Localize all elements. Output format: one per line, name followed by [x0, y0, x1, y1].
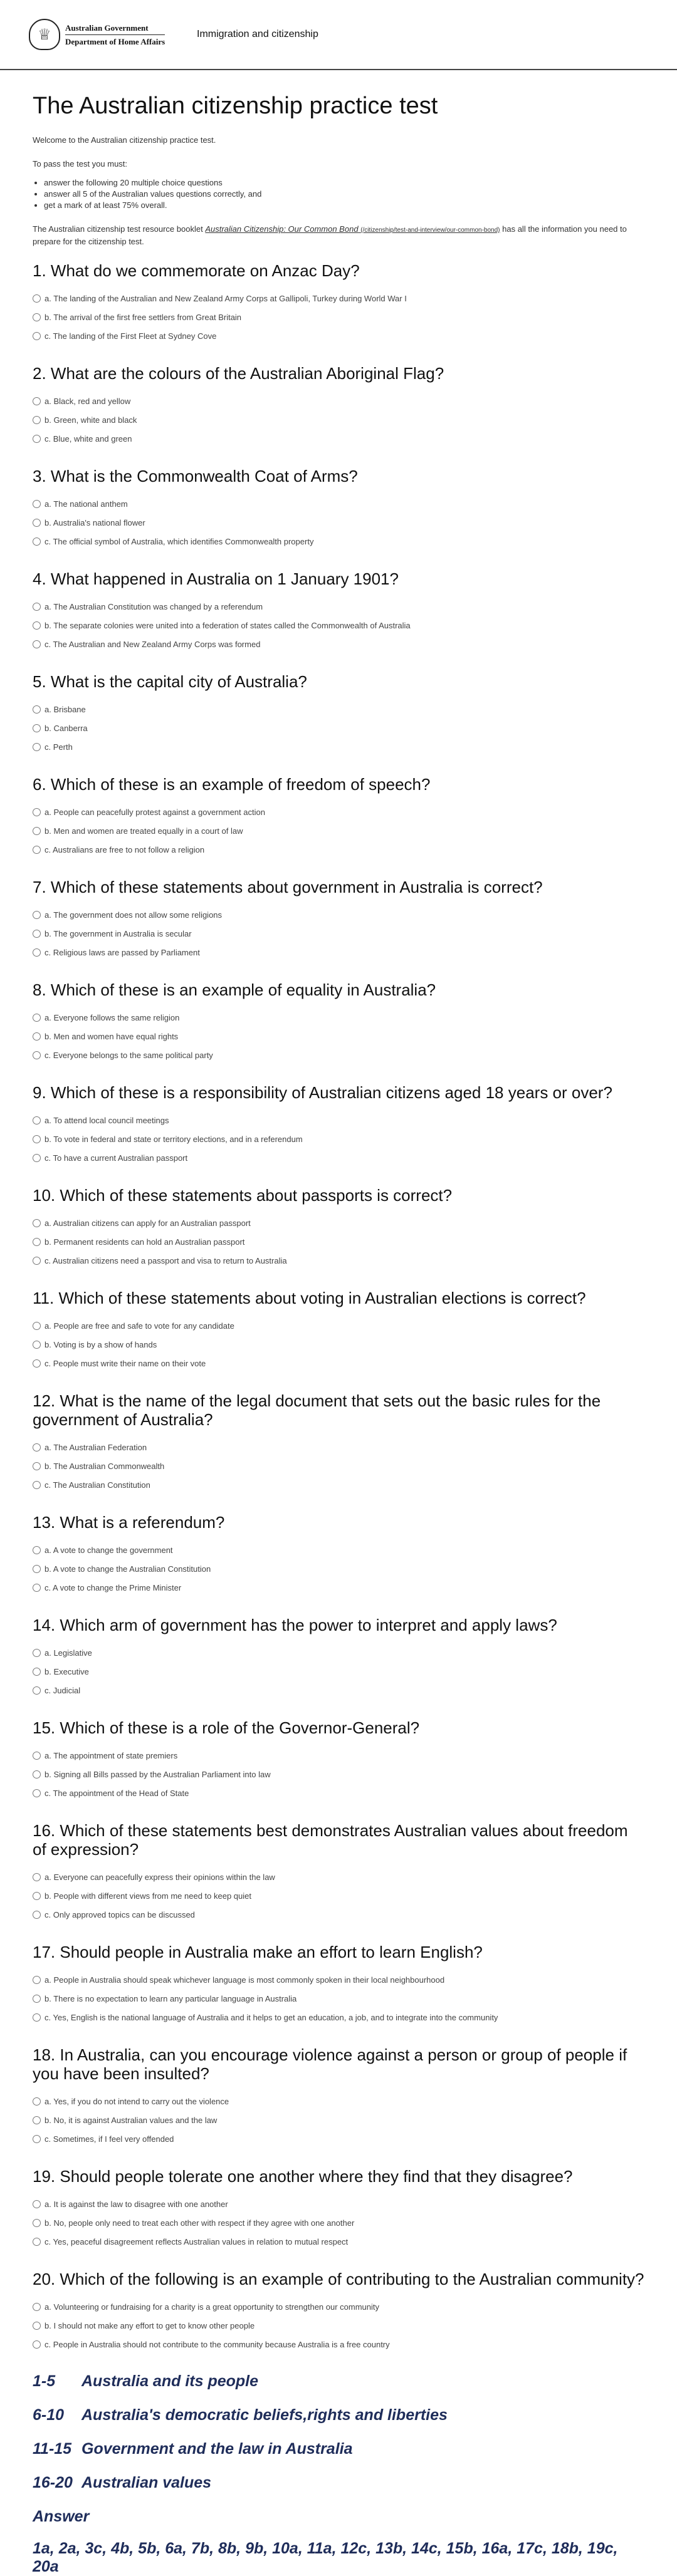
radio-button[interactable] — [33, 2116, 41, 2124]
radio-button[interactable] — [33, 538, 41, 546]
answer-option-label: a. The Australian Federation — [45, 1442, 147, 1452]
question-title: 6. Which of these is an example of freedom of speech? — [33, 775, 431, 794]
answer-option-label: b. To vote in federal and state or territory elections, and in a referendum — [45, 1134, 303, 1144]
topic-section — [33, 2406, 644, 2429]
answer-option-label: a. It is against the law to disagree with one another — [45, 2199, 228, 2209]
question-title: 17. Should people in Australia make an effort to learn English? — [33, 1943, 483, 1961]
answer-option-label: a. People are free and safe to vote for any candidate — [45, 1321, 234, 1331]
resource-prefix: The Australian citizenship test resource booklet — [33, 224, 203, 234]
answer-option-label: b. Men and women are treated equally in a court of law — [45, 826, 243, 836]
answer-option[interactable] — [33, 1681, 644, 1700]
radio-button[interactable] — [33, 1014, 41, 1022]
answers-heading: Answer — [33, 2508, 90, 2525]
radio-button[interactable] — [33, 911, 41, 919]
answer-option[interactable] — [33, 2316, 644, 2335]
question-block — [33, 1186, 644, 1270]
logo-gov-line: Australian Government — [65, 23, 165, 35]
question-title: 13. What is a referendum? — [33, 1513, 225, 1532]
answer-option[interactable] — [33, 2129, 644, 2148]
answer-option-label: a. The national anthem — [45, 499, 128, 509]
intro — [33, 135, 644, 247]
answer-option[interactable] — [33, 2213, 644, 2232]
answer-option[interactable] — [33, 1354, 644, 1373]
answer-option-label: a. The Australian Constitution was changed by a referendum — [45, 601, 263, 611]
question-block — [33, 569, 644, 653]
radio-button[interactable] — [33, 1359, 41, 1368]
answer-option[interactable] — [33, 821, 644, 840]
answer-option[interactable] — [33, 700, 644, 719]
answer-option[interactable] — [33, 513, 644, 532]
answer-option[interactable] — [33, 410, 644, 429]
logo-dept-line: Department of Home Affairs — [65, 36, 165, 46]
question-title: 11. Which of these statements about voting in Australian elections is correct? — [33, 1289, 586, 1307]
radio-button[interactable] — [33, 1154, 41, 1162]
radio-button[interactable] — [33, 1443, 41, 1452]
question-title: 16. Which of these statements best demonstrates Australian values about freedom of expression? — [33, 1821, 628, 1859]
question-block — [33, 467, 644, 551]
radio-button[interactable] — [33, 519, 41, 527]
radio-button[interactable] — [33, 1322, 41, 1330]
answer-option[interactable] — [33, 1784, 644, 1802]
radio-button[interactable] — [33, 416, 41, 424]
main-content — [0, 70, 677, 2576]
radio-button[interactable] — [33, 397, 41, 405]
answer-option-label: a. To attend local council meetings — [45, 1115, 169, 1125]
logo-text — [65, 23, 165, 47]
answer-option[interactable] — [33, 924, 644, 943]
rules-list — [33, 177, 644, 211]
radio-button[interactable] — [33, 846, 41, 854]
radio-button[interactable] — [33, 1752, 41, 1760]
radio-button[interactable] — [33, 827, 41, 835]
topic-sections — [33, 2372, 644, 2496]
radio-button[interactable] — [33, 2219, 41, 2227]
radio-button[interactable] — [33, 1976, 41, 1984]
answer-option-label: c. Yes, English is the national language of Australia and it helps to get an education, a job, and to integrate into the community — [45, 2012, 498, 2022]
radio-button[interactable] — [33, 1032, 41, 1041]
answer-option-label: b. Executive — [45, 1666, 89, 1676]
radio-button[interactable] — [33, 621, 41, 630]
radio-button[interactable] — [33, 930, 41, 938]
answer-option-label: b. No, it is against Australian values and the law — [45, 2115, 218, 2125]
question-block — [33, 1616, 644, 1700]
answer-option[interactable] — [33, 1213, 644, 1232]
radio-button[interactable] — [33, 313, 41, 321]
resource-suffix: has all the information you need to prepare for the citizenship test. — [33, 224, 627, 246]
answer-option[interactable] — [33, 1335, 644, 1354]
question-title: 10. Which of these statements about passports is correct? — [33, 1186, 453, 1205]
answer-option-label: a. Brisbane — [45, 704, 86, 714]
answer-option[interactable] — [33, 802, 644, 821]
radio-button[interactable] — [33, 705, 41, 714]
answer-option-label: b. Australia's national flower — [45, 517, 145, 527]
radio-button[interactable] — [33, 332, 41, 340]
question-title: 4. What happened in Australia on 1 January 1901? — [33, 569, 399, 588]
answer-option-label: a. People can peacefully protest against a government action — [45, 807, 265, 817]
question-block — [33, 1718, 644, 1802]
resource-book-title: Australian Citizenship: Our Common Bond — [205, 224, 359, 234]
answer-option[interactable] — [33, 1578, 644, 1597]
question-block — [33, 261, 644, 345]
radio-button[interactable] — [33, 2303, 41, 2311]
question-title: 3. What is the Commonwealth Coat of Arms? — [33, 467, 358, 486]
question-title: 9. Which of these is a responsibility of Australian citizens aged 18 years or over? — [33, 1083, 612, 1102]
answer-option[interactable] — [33, 1438, 644, 1457]
radio-button[interactable] — [33, 1219, 41, 1227]
answer-option-label: b. Voting is by a show of hands — [45, 1339, 157, 1349]
answer-option[interactable] — [33, 616, 644, 635]
answer-option[interactable] — [33, 2232, 644, 2251]
resource-link[interactable] — [205, 224, 500, 234]
question-block — [33, 2270, 644, 2354]
radio-button[interactable] — [33, 1873, 41, 1881]
answer-option-label: c. Everyone belongs to the same political party — [45, 1050, 213, 1060]
answer-option[interactable] — [33, 1886, 644, 1905]
answer-option[interactable] — [33, 1316, 644, 1335]
topic-range: 16-20 — [33, 2474, 73, 2491]
answer-option-label: c. Blue, white and green — [45, 434, 132, 444]
question-title: 8. Which of these is an example of equality in Australia? — [33, 980, 436, 999]
radio-button[interactable] — [33, 435, 41, 443]
answer-option-label: b. Green, white and black — [45, 415, 137, 425]
answer-option-label: b. People with different views from me need to keep quiet — [45, 1891, 252, 1901]
answer-option-label: c. Religious laws are passed by Parliament — [45, 947, 200, 957]
answer-option-label: b. Signing all Bills passed by the Australian Parliament into law — [45, 1769, 271, 1779]
intro-to-pass: To pass the test you must: — [33, 159, 128, 169]
radio-button[interactable] — [33, 2097, 41, 2106]
rule-item: • answer the following 20 multiple choice questions — [44, 177, 644, 189]
answer-option-label: c. The official symbol of Australia, which identifies Commonwealth property — [45, 536, 314, 546]
answer-option[interactable] — [33, 392, 644, 410]
answer-option[interactable] — [33, 2111, 644, 2129]
question-block — [33, 2167, 644, 2251]
questions-list — [33, 261, 644, 2372]
answer-option[interactable] — [33, 597, 644, 616]
page-title: The Australian citizenship practice test — [33, 93, 438, 119]
question-block — [33, 980, 644, 1064]
rule-item: • answer all 5 of the Australian values questions correctly, and — [44, 189, 644, 200]
answer-option[interactable] — [33, 840, 644, 859]
topic-range: 6-10 — [33, 2406, 65, 2424]
answer-option[interactable] — [33, 2092, 644, 2111]
answer-option[interactable] — [33, 1867, 644, 1886]
radio-button[interactable] — [33, 1257, 41, 1265]
answer-option-label: b. The separate colonies were united into a federation of states called the Commonwealth of Australia — [45, 620, 411, 630]
topic-section — [33, 2372, 644, 2395]
question-title: 2. What are the colours of the Australian Aboriginal Flag? — [33, 364, 444, 383]
topic-title: Australia's democratic beliefs,rights and liberties — [81, 2406, 448, 2424]
question-title: 12. What is the name of the legal document that sets out the basic rules for the government of Australia? — [33, 1391, 601, 1429]
answer-option[interactable] — [33, 905, 644, 924]
answer-option-label: c. Australian citizens need a passport and visa to return to Australia — [45, 1255, 287, 1265]
answer-option-label: a. Black, red and yellow — [45, 396, 131, 406]
answer-option[interactable] — [33, 1148, 644, 1167]
resource-url: (/citizenship/test-and-interview/our-common-bond) — [360, 227, 500, 234]
answer-option[interactable] — [33, 719, 644, 737]
radio-button[interactable] — [33, 1995, 41, 2003]
question-block — [33, 1289, 644, 1373]
answer-option-label: b. The Australian Commonwealth — [45, 1461, 165, 1471]
answer-option-label: c. Only approved topics can be discussed — [45, 1909, 195, 1919]
answer-option-label: a. The landing of the Australian and New Zealand Army Corps at Gallipoli, Turkey during World War I — [45, 293, 407, 303]
answer-option-label: a. Everyone can peacefully express their opinions within the law — [45, 1872, 275, 1882]
radio-button[interactable] — [33, 2340, 41, 2349]
radio-button[interactable] — [33, 1116, 41, 1124]
radio-button[interactable] — [33, 1770, 41, 1779]
answer-option-label: a. A vote to change the government — [45, 1545, 173, 1555]
answer-option-label: a. Volunteering or fundraising for a charity is a great opportunity to strengthen our community — [45, 2302, 380, 2312]
gov-logo[interactable] — [29, 19, 179, 50]
radio-button[interactable] — [33, 640, 41, 648]
answer-key: 1a, 2a, 3c, 4b, 5b, 6a, 7b, 8b, 9b, 10a, 11a, 12c, 13b, 14c, 15b, 16a, 17c, 18b, 19c, 20a — [33, 2540, 618, 2575]
question-block — [33, 1513, 644, 1597]
radio-button[interactable] — [33, 2238, 41, 2246]
answer-option[interactable] — [33, 1970, 644, 1989]
question-title: 19. Should people tolerate one another where they find that they disagree? — [33, 2167, 573, 2186]
radio-button[interactable] — [33, 1911, 41, 1919]
answer-option[interactable] — [33, 1027, 644, 1046]
answer-option[interactable] — [33, 1905, 644, 1924]
coat-of-arms-icon: ♕ — [29, 19, 60, 50]
question-title: 5. What is the capital city of Australia? — [33, 672, 307, 691]
answer-option-label: b. No, people only need to treat each other with respect if they agree with one another — [45, 2218, 355, 2228]
answer-option[interactable] — [33, 2335, 644, 2354]
answer-option[interactable] — [33, 494, 644, 513]
radio-button[interactable] — [33, 948, 41, 957]
radio-button[interactable] — [33, 1135, 41, 1143]
answer-option[interactable] — [33, 1046, 644, 1064]
radio-button[interactable] — [33, 603, 41, 611]
topic-title: Australia and its people — [81, 2372, 259, 2390]
answer-option[interactable] — [33, 635, 644, 653]
answer-option[interactable] — [33, 1989, 644, 2008]
answer-option-label: a. Australian citizens can apply for an Australian passport — [45, 1218, 251, 1228]
answer-option[interactable] — [33, 1540, 644, 1559]
answers-section — [33, 2508, 644, 2576]
answer-option-label: c. A vote to change the Prime Minister — [45, 1582, 182, 1592]
answer-option[interactable] — [33, 1559, 644, 1578]
site-title[interactable]: Immigration and citizenship — [197, 29, 318, 39]
answer-option[interactable] — [33, 2008, 644, 2027]
answer-option[interactable] — [33, 289, 644, 308]
answer-option-label: c. People in Australia should not contribute to the community because Australia is a free country — [45, 2339, 390, 2349]
question-title: 7. Which of these statements about government in Australia is correct? — [33, 878, 543, 896]
answer-option-label: c. The Australian Constitution — [45, 1480, 150, 1490]
answer-option-label: a. Everyone follows the same religion — [45, 1012, 180, 1022]
question-title: 1. What do we commemorate on Anzac Day? — [33, 261, 360, 280]
topic-section — [33, 2440, 644, 2463]
radio-button[interactable] — [33, 1649, 41, 1657]
question-block — [33, 672, 644, 756]
radio-button[interactable] — [33, 294, 41, 303]
answer-option-label: b. There is no expectation to learn any particular language in Australia — [45, 1993, 297, 2003]
answer-option[interactable] — [33, 1251, 644, 1270]
answer-option-label: c. The landing of the First Fleet at Sydney Cove — [45, 331, 217, 341]
intro-welcome: Welcome to the Australian citizenship practice test. — [33, 135, 216, 145]
radio-button[interactable] — [33, 500, 41, 508]
radio-button[interactable] — [33, 1238, 41, 1246]
answer-option[interactable] — [33, 1008, 644, 1027]
answer-option[interactable] — [33, 1232, 644, 1251]
radio-button[interactable] — [33, 808, 41, 816]
answer-option-label: c. To have a current Australian passport — [45, 1153, 188, 1163]
answer-option[interactable] — [33, 429, 644, 448]
radio-button[interactable] — [33, 1892, 41, 1900]
answer-option[interactable] — [33, 1111, 644, 1130]
radio-button[interactable] — [33, 1565, 41, 1573]
radio-button[interactable] — [33, 1462, 41, 1470]
resource-paragraph — [33, 224, 644, 247]
radio-button[interactable] — [33, 2200, 41, 2208]
radio-button[interactable] — [33, 2013, 41, 2022]
answer-option-label: a. The appointment of state premiers — [45, 1750, 178, 1760]
answer-option[interactable] — [33, 1746, 644, 1765]
answer-option-label: b. The arrival of the first free settlers from Great Britain — [45, 312, 242, 322]
answer-option[interactable] — [33, 1130, 644, 1148]
radio-button[interactable] — [33, 1546, 41, 1554]
answer-option-label: a. Yes, if you do not intend to carry out the violence — [45, 2096, 229, 2106]
answer-option-label: a. The government does not allow some religions — [45, 910, 223, 920]
answer-option[interactable] — [33, 1475, 644, 1494]
answer-option[interactable] — [33, 326, 644, 345]
question-block — [33, 1391, 644, 1494]
question-block — [33, 878, 644, 962]
question-title: 15. Which of these is a role of the Governor-General? — [33, 1718, 420, 1737]
radio-button[interactable] — [33, 724, 41, 732]
answer-option[interactable] — [33, 1457, 644, 1475]
question-title: 18. In Australia, can you encourage violence against a person or group of people if you have been insulted? — [33, 2045, 627, 2083]
answer-option-label: c. Australians are free to not follow a religion — [45, 844, 205, 854]
answer-option[interactable] — [33, 1662, 644, 1681]
radio-button[interactable] — [33, 1789, 41, 1797]
question-title: 14. Which arm of government has the power to interpret and apply laws? — [33, 1616, 557, 1634]
radio-button[interactable] — [33, 2135, 41, 2143]
answer-option-label: b. Canberra — [45, 723, 88, 733]
answer-option[interactable] — [33, 532, 644, 551]
answer-option-label: c. Yes, peaceful disagreement reflects Australian values in relation to mutual respect — [45, 2236, 349, 2246]
question-title: 20. Which of the following is an example of contributing to the Australian community? — [33, 2270, 644, 2288]
question-block — [33, 2045, 644, 2148]
answer-option-label: a. Legislative — [45, 1648, 92, 1658]
question-block — [33, 1083, 644, 1167]
answer-option[interactable] — [33, 2194, 644, 2213]
radio-button[interactable] — [33, 743, 41, 751]
answer-option-label: c. People must write their name on their vote — [45, 1358, 206, 1368]
answer-option-label: c. The Australian and New Zealand Army Corps was formed — [45, 639, 261, 649]
answer-option-label: b. Permanent residents can hold an Australian passport — [45, 1237, 245, 1247]
answer-option-label: b. Men and women have equal rights — [45, 1031, 179, 1041]
answer-option[interactable] — [33, 1765, 644, 1784]
answer-option[interactable] — [33, 308, 644, 326]
answer-option[interactable] — [33, 2297, 644, 2316]
answer-option-label: c. Sometimes, if I feel very offended — [45, 2134, 174, 2144]
radio-button[interactable] — [33, 1668, 41, 1676]
radio-button[interactable] — [33, 1051, 41, 1059]
question-block — [33, 364, 644, 448]
topic-section — [33, 2474, 644, 2496]
answer-option-label: c. Perth — [45, 742, 73, 752]
radio-button[interactable] — [33, 1341, 41, 1349]
answer-option-label: b. The government in Australia is secular — [45, 928, 192, 938]
answer-option-label: b. I should not make any effort to get to know other people — [45, 2320, 255, 2330]
answer-option-label: b. A vote to change the Australian Constitution — [45, 1564, 211, 1574]
site-header — [0, 0, 677, 70]
question-block — [33, 775, 644, 859]
radio-button[interactable] — [33, 1584, 41, 1592]
topic-range: 1-5 — [33, 2372, 56, 2390]
answer-option-label: a. People in Australia should speak whichever language is most commonly spoken in their local neighbourhood — [45, 1975, 445, 1985]
radio-button[interactable] — [33, 1481, 41, 1489]
topic-title: Australian values — [81, 2474, 212, 2491]
answer-option[interactable] — [33, 1643, 644, 1662]
answer-option-label: c. The appointment of the Head of State — [45, 1788, 189, 1798]
answer-option[interactable] — [33, 943, 644, 962]
radio-button[interactable] — [33, 1686, 41, 1695]
topic-title: Government and the law in Australia — [81, 2440, 353, 2458]
answer-option-label: c. Judicial — [45, 1685, 81, 1695]
topic-range: 11-15 — [33, 2440, 72, 2458]
rule-item: • get a mark of at least 75% overall. — [44, 200, 644, 211]
question-block — [33, 1821, 644, 1924]
radio-button[interactable] — [33, 2322, 41, 2330]
question-block — [33, 1943, 644, 2027]
answer-option[interactable] — [33, 737, 644, 756]
